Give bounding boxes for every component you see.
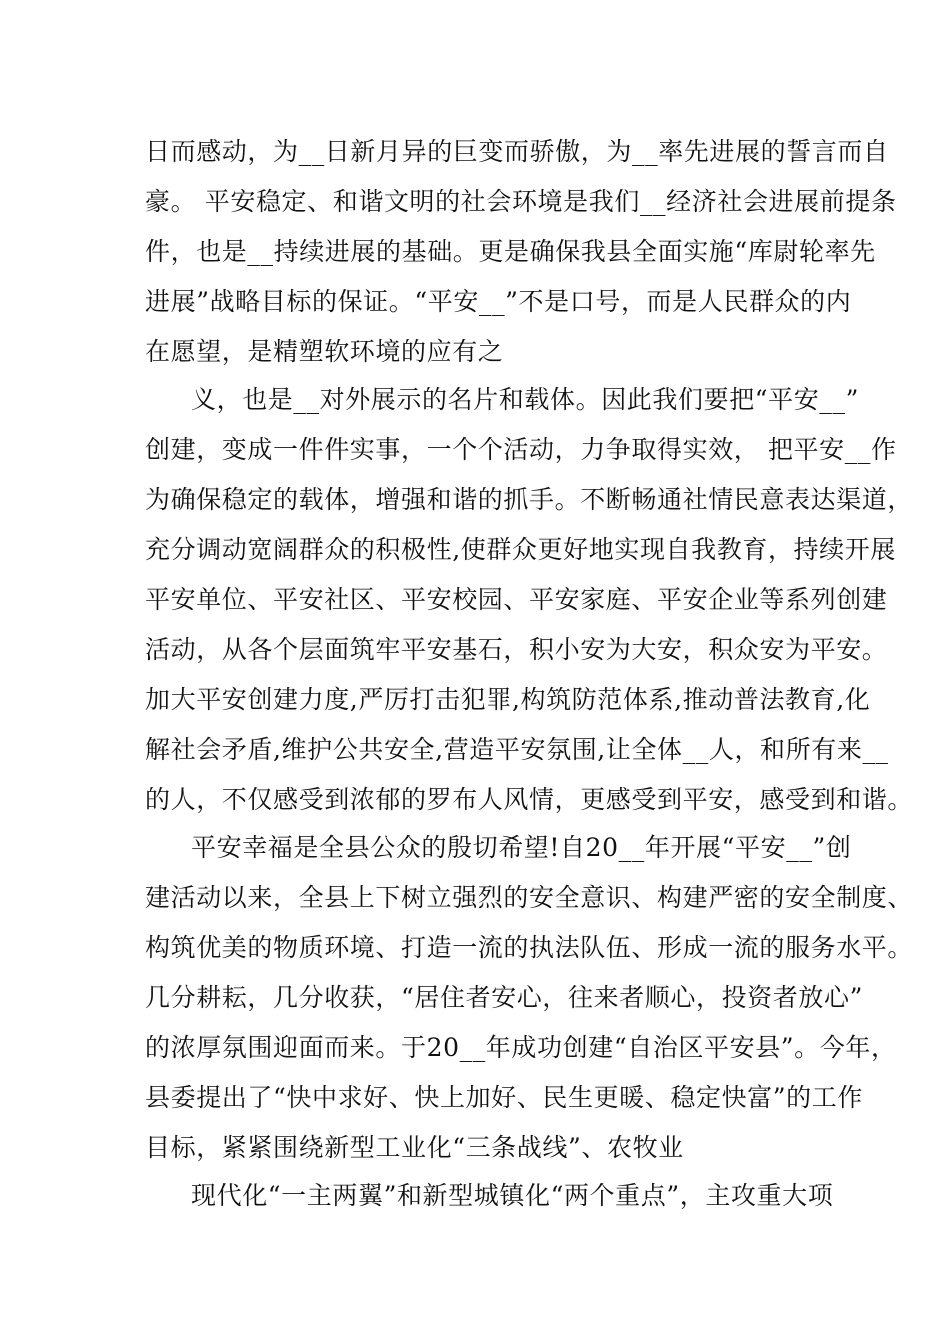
text-line: 的浓厚氛围迎面而来。于20__年成功创建“自治区平安县”。今年， [145,1033,897,1062]
text-line: 创建，变成一件件实事，一个个活动，力争取得实效， 把平安__作 [145,435,897,464]
text-line: 构筑优美的物质环境、打造一流的执法队伍、形成一流的服务水平。 [145,933,914,962]
text-line: 活动，从各个层面筑牢平安基石，积小安为大安，积众安为平安。 [145,635,888,664]
text-line: 件，也是__持续进展的基础。更是确保我县全面实施“库尉轮率先 [145,237,876,266]
text-line: 现代化“一主两翼”和新型城镇化“两个重点”，主攻重大项 [191,1181,834,1210]
text-line: 豪。 平安稳定、和谐文明的社会环境是我们__经济社会进展前提条 [145,187,897,216]
text-line: 建活动以来，全县上下树立强烈的安全意识、构建严密的安全制度、 [145,883,914,912]
text-line: 义，也是__对外展示的名片和载体。因此我们要把“平安__” [191,385,859,414]
text-line: 充分调动宽阔群众的积极性,使群众更好地实现自我教育，持续开展 [145,535,896,564]
text-line: 目标，紧紧围绕新型工业化“三条战线”、农牧业 [145,1133,684,1162]
text-line: 平安单位、平安社区、平安校园、平安家庭、平安企业等系列创建 [145,585,888,614]
text-line: 为确保稳定的载体，增强和谐的抓手。不断畅通社情民意表达渠道， [145,485,914,514]
text-line: 加大平安创建力度,严厉打击犯罪,构筑防范体系,推动普法教育,化 [145,685,871,714]
text-line: 日而感动，为__日新月异的巨变而骄傲，为__率先进展的誓言而自 [145,137,889,166]
text-line: 几分耕耘，几分收获，“居住者安心，往来者顺心，投资者放心” [145,983,863,1012]
text-line: 县委提出了“快中求好、快上加好、民生更暖、稳定快富”的工作 [145,1083,863,1112]
text-line: 解社会矛盾,维护公共安全,营造平安氛围,让全体__人，和所有来__ [145,735,889,764]
text-line: 的人，不仅感受到浓郁的罗布人风情，更感受到平安，感受到和谐。 [145,785,914,814]
text-line: 平安幸福是全县公众的殷切希望!自20__年开展“平安__”创 [191,833,852,862]
text-line: 在愿望，是精塑软环境的应有之 [145,337,504,366]
text-line: 进展”战略目标的保证。“平安__”不是口号，而是人民群众的内 [145,287,852,316]
